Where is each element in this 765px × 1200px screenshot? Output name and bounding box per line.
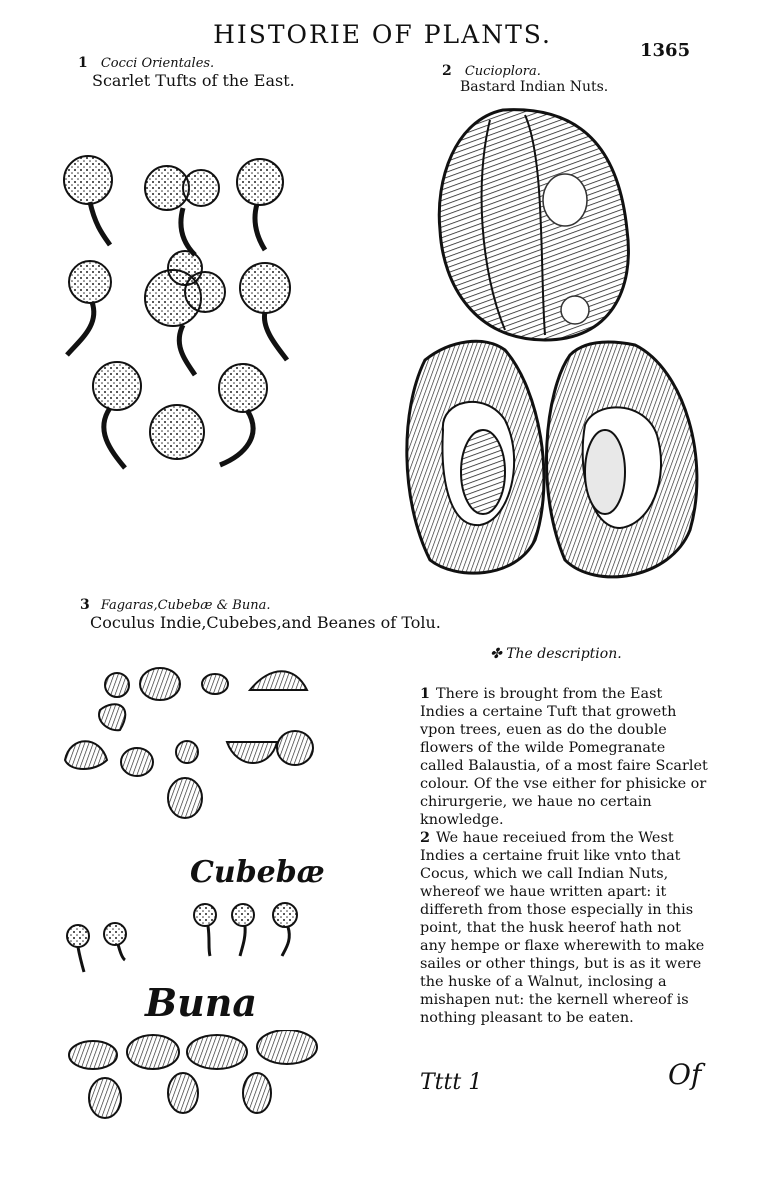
fleuron-icon: ✤	[490, 646, 507, 662]
description-title	[490, 646, 622, 662]
figure-3-english-name: Coculus Indie,Cubebes,and Beanes of Tolu.	[90, 613, 441, 632]
signature-mark: Tttt 1	[420, 1070, 483, 1095]
paragraph-2-text: We haue receiued from the West Indies a certaine fruit like vnto that Cocus, which we call Indian Nuts, whereof we haue written apart: it differeth from those especially in this point, that the husk heerof hath not any hempe or flaxe wherewith to make sailes or other things, but is as it were the huske of a Walnut, inclosing a mishapen nut: the kernell whereof is nothing pleasant to be eaten.	[420, 830, 705, 1026]
figure-2-number: 2	[442, 63, 452, 79]
description-paragraph-2	[420, 829, 710, 1027]
figure-2-latin-name: Cucioplora.	[464, 64, 541, 79]
description-title-text: The description.	[506, 646, 622, 662]
running-header: HISTORIE OF PLANTS.	[213, 20, 552, 49]
catchword: Of	[668, 1058, 702, 1091]
description-body	[420, 685, 710, 1027]
figure-1-caption	[78, 52, 295, 90]
paragraph-2-number: 2	[420, 829, 431, 846]
cubebae-label: Cubebæ	[190, 855, 325, 890]
figure-3-latin-name: Fagaras,Cubebæ & Buna.	[100, 598, 271, 613]
figure-3-buna-illustration	[65, 1030, 335, 1120]
figure-1-illustration	[55, 150, 355, 490]
figure-2-english-name: Bastard Indian Nuts.	[460, 79, 609, 95]
paragraph-1-text: There is brought from the East Indies a certaine Tuft that groweth vpon trees, euen as do the double flowers of the wilde Pomegranate called Balaustia, of a most faire Scarlet colour. Of the vse either for phisicke or chirurgerie, we haue no certain knowledge.	[420, 686, 708, 828]
figure-2-illustration	[395, 100, 710, 585]
figure-1-number: 1	[78, 55, 88, 71]
figure-1-latin-name: Cocci Orientales.	[100, 56, 215, 71]
figure-3-caption	[80, 594, 441, 632]
buna-label: Buna	[145, 980, 257, 1025]
figure-1-english-name: Scarlet Tufts of the East.	[92, 71, 295, 90]
figure-2-caption	[442, 60, 608, 95]
figure-3-number: 3	[80, 597, 90, 613]
figure-3-cubebae-illustration	[60, 900, 320, 975]
description-paragraph-1	[420, 685, 710, 829]
figure-3-coculus-illustration	[55, 660, 325, 830]
paragraph-1-number: 1	[420, 685, 431, 702]
page-number: 1365	[640, 40, 691, 61]
